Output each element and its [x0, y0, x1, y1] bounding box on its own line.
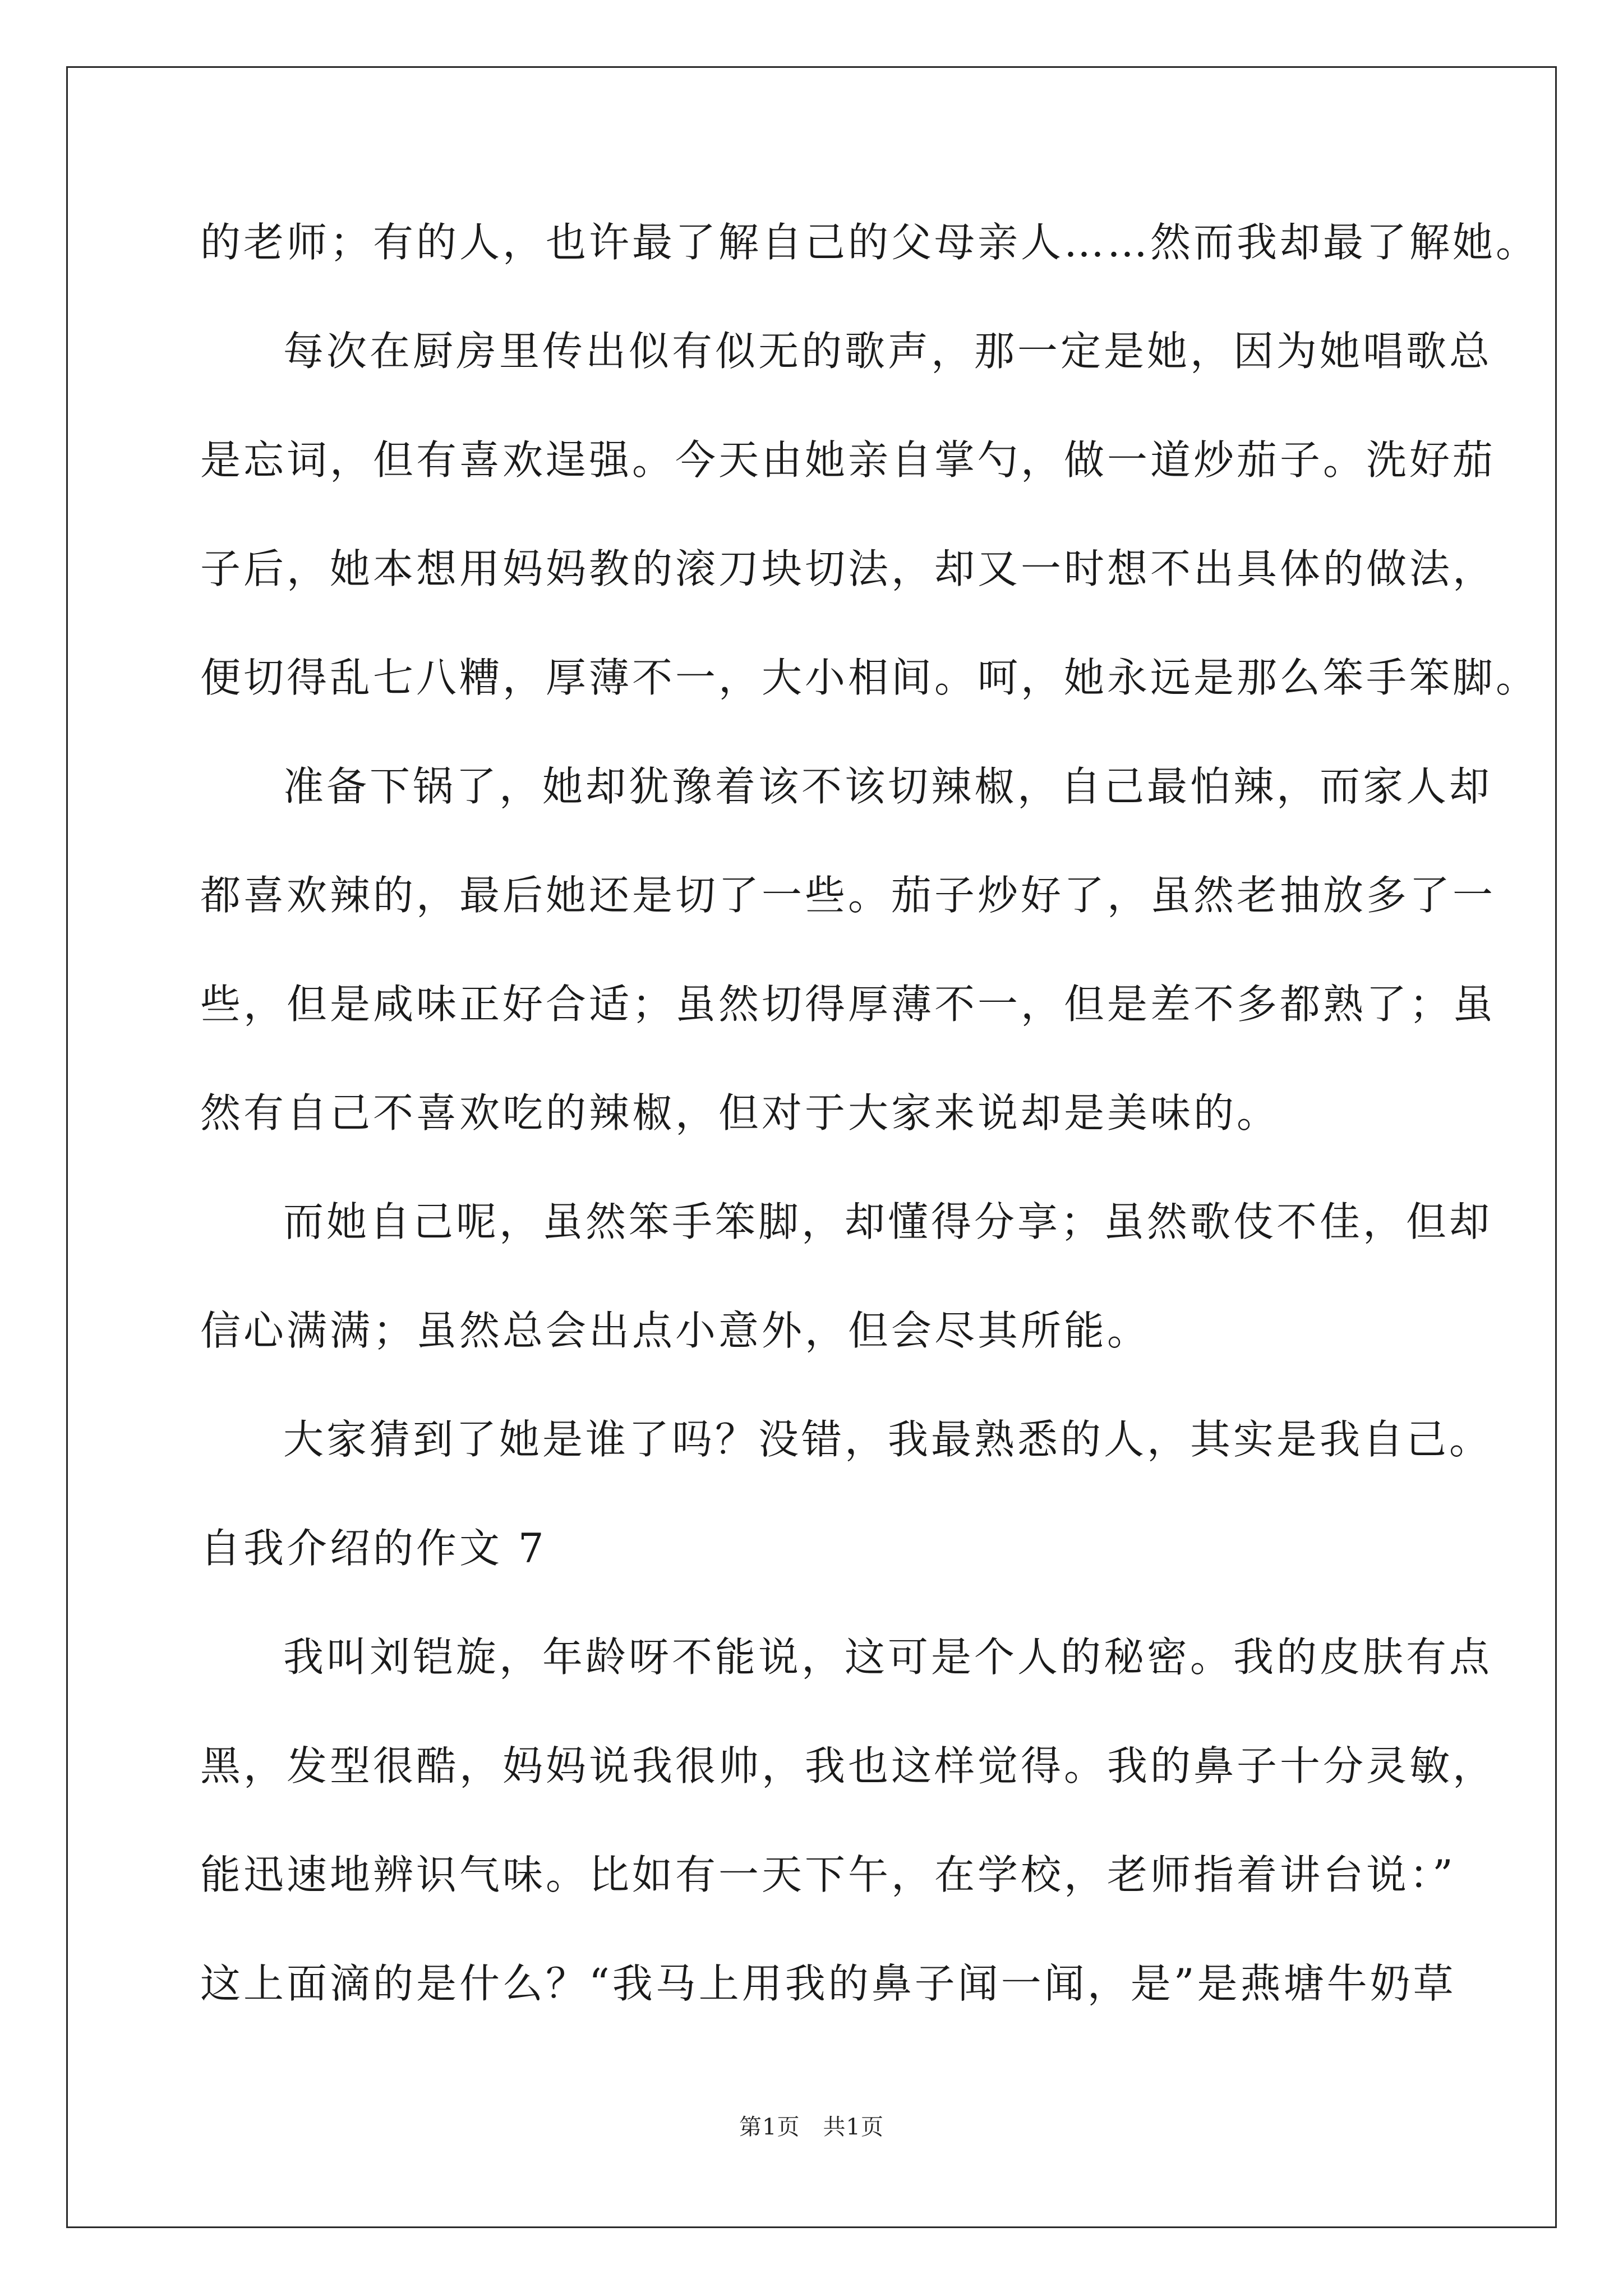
paragraph-start-line: 而她自己呢，虽然笨手笨脚，却懂得分享；虽然歌伎不佳，但却 [283, 1198, 1493, 1245]
document-body [200, 209, 1539, 2059]
paragraph-start-line: 每次在厨房里传出似有似无的歌声，那一定是她，因为她唱歌总 [283, 328, 1493, 375]
text-line: 的老师；有的人，也许最了解自己的父母亲人……然而我却最了解她。 [200, 219, 1539, 266]
text-line: 信心满满；虽然总会出点小意外，但会尽其所能。 [200, 1307, 1151, 1354]
page-number-footer: 第1页 共1页 [739, 2114, 884, 2140]
text-line: 是忘词，但有喜欢逞强。今天由她亲自掌勺，做一道炒茄子。洗好茄 [200, 436, 1496, 484]
text-line: 黑，发型很酷，妈妈说我很帅，我也这样觉得。我的鼻子十分灵敏， [200, 1742, 1496, 1789]
section-heading: 自我介绍的作文 7 [200, 1525, 547, 1572]
text-line: 都喜欢辣的，最后她还是切了一些。茄子炒好了，虽然老抽放多了一 [200, 872, 1496, 919]
paragraph-start-line: 我叫刘铠旋，年龄呀不能说，这可是个人的秘密。我的皮肤有点 [283, 1634, 1493, 1681]
paragraph-start-line: 大家猜到了她是谁了吗？没错，我最熟悉的人，其实是我自己。 [283, 1416, 1493, 1463]
paragraph-start-line: 准备下锅了，她却犹豫着该不该切辣椒，自己最怕辣，而家人却 [283, 763, 1493, 810]
text-line: 然有自己不喜欢吃的辣椒，但对于大家来说却是美味的。 [200, 1089, 1280, 1137]
text-line: 这上面滴的是什么？“我马上用我的鼻子闻一闻，是”是燕塘牛奶草 [200, 1960, 1456, 2007]
text-line: 子后，她本想用妈妈教的滚刀块切法，却又一时想不出具体的做法， [200, 545, 1496, 592]
text-line: 便切得乱七八糟，厚薄不一，大小相间。呵，她永远是那么笨手笨脚。 [200, 654, 1539, 701]
text-line: 些，但是咸味正好合适；虽然切得厚薄不一，但是差不多都熟了；虽 [200, 981, 1496, 1028]
text-line: 能迅速地辨识气味。比如有一天下午，在学校，老师指着讲台说：” [200, 1851, 1456, 1898]
